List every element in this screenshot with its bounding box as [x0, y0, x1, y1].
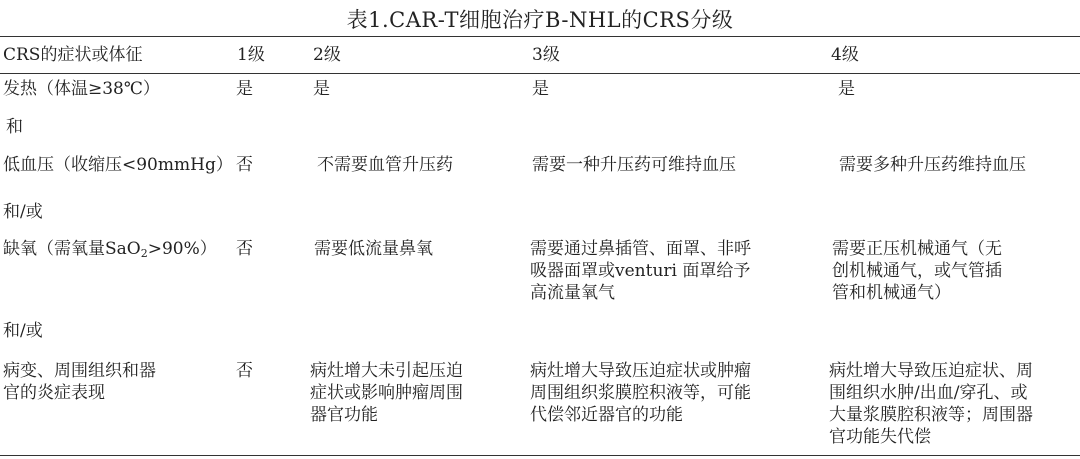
fever-grade-3: 是 [532, 79, 549, 99]
symptom-fever: 发热（体温≥38℃） [3, 79, 160, 99]
header-rule [0, 73, 1080, 74]
hypotension-grade-1: 否 [236, 155, 253, 175]
inflammation-grade-2-line: 症状或影响肿瘤周围 [310, 383, 463, 403]
symptom-hypoxia [3, 238, 217, 265]
hypoxia-grade-1: 否 [236, 239, 253, 259]
bottom-rule [0, 455, 1080, 456]
hypotension-grade-2: 不需要血管升压药 [317, 155, 453, 175]
hypoxia-grade-4 [832, 238, 1002, 304]
hypoxia-label: 缺氧（需氧量SaO [3, 239, 141, 259]
hypoxia-label-suffix: >90%） [147, 239, 217, 259]
connector-and-or: 和/或 [3, 202, 43, 222]
inflammation-grade-4-line: 病灶增大导致压迫症状、周 [829, 361, 1033, 381]
hypoxia-grade-4-line: 需要正压机械通气（无 [832, 239, 1002, 259]
inflammation-grade-4-line: 官功能失代偿 [829, 427, 931, 447]
inflammation-grade-3 [530, 360, 751, 426]
inflammation-grade-2-line: 器官功能 [310, 405, 378, 425]
hypoxia-grade-3-line: 需要通过鼻插管、面罩、非呼 [530, 239, 751, 259]
top-rule [0, 36, 1080, 37]
fever-grade-4: 是 [838, 79, 855, 99]
inflammation-grade-1: 否 [236, 361, 253, 381]
header-symptom: CRS的症状或体征 [3, 45, 143, 65]
inflammation-grade-4-line: 围组织水肿/出血/穿孔、或 [829, 383, 1028, 403]
fever-grade-2: 是 [313, 79, 330, 99]
header-grade-2: 2级 [313, 45, 341, 65]
header-grade-1: 1级 [237, 45, 265, 65]
hypotension-grade-4: 需要多种升压药维持血压 [839, 155, 1026, 175]
hypoxia-grade-4-line: 创机械通气，或气管插 [832, 261, 1002, 281]
connector-and: 和 [6, 117, 23, 137]
inflammation-grade-2-line: 病灶增大未引起压迫 [310, 361, 463, 381]
connector-and-or-2: 和/或 [3, 321, 43, 341]
header-grade-3: 3级 [532, 45, 560, 65]
hypoxia-grade-3-line: 高流量氧气 [530, 283, 615, 303]
inflammation-grade-4 [829, 360, 1033, 448]
inflammation-grade-3-line: 周围组织浆膜腔积液等，可能 [530, 383, 751, 403]
symptom-hypotension: 低血压（收缩压<90mmHg） [3, 155, 233, 175]
hypotension-grade-3: 需要一种升压药可维持血压 [532, 155, 736, 175]
fever-grade-1: 是 [236, 79, 253, 99]
hypoxia-grade-3-line: 吸器面罩或venturi 面罩给予 [530, 261, 751, 281]
hypoxia-grade-4-line: 管和机械通气） [832, 283, 951, 303]
inflammation-grade-3-line: 病灶增大导致压迫症状或肿瘤 [530, 361, 751, 381]
symptom-inflammation [3, 360, 156, 404]
inflammation-grade-2 [310, 360, 463, 426]
inflammation-label-line: 官的炎症表现 [3, 383, 105, 403]
header-grade-4: 4级 [831, 45, 859, 65]
hypoxia-subscript: 2 [140, 247, 148, 260]
hypoxia-grade-2: 需要低流量鼻氧 [314, 239, 433, 259]
table-title: 表1.CAR-T细胞治疗B-NHL的CRS分级 [346, 8, 734, 32]
inflammation-grade-4-line: 大量浆膜腔积液等；周围器 [829, 405, 1033, 425]
hypoxia-grade-3 [530, 238, 751, 304]
inflammation-label-line: 病变、周围组织和器 [3, 361, 156, 381]
inflammation-grade-3-line: 代偿邻近器官的功能 [530, 405, 683, 425]
